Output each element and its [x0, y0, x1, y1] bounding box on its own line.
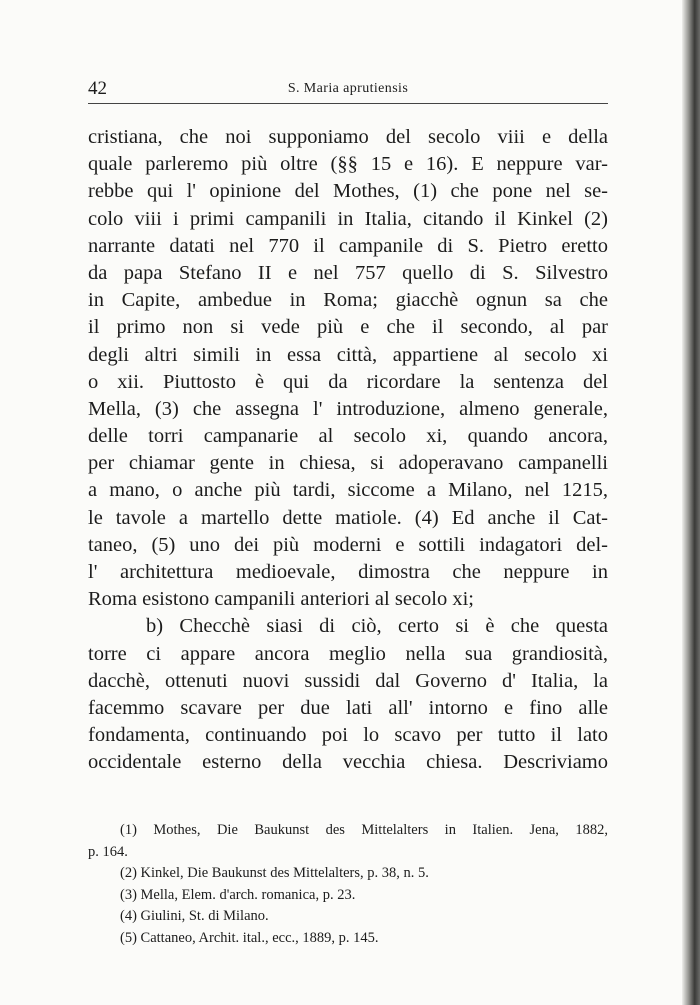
- text-line: le tavole a martello dette matiole. (4) Ed anche il Cat-: [88, 506, 608, 529]
- header-rule: [88, 103, 608, 104]
- page-number: 42: [88, 78, 107, 99]
- text-line: per chiamar gente in chiesa, si adoperavano campanelli: [88, 452, 608, 475]
- book-binding-edge: [682, 0, 700, 1005]
- page-header: [88, 78, 608, 100]
- footnotes: [88, 820, 608, 949]
- footnote-3: (3) Mella, Elem. d'arch. romanica, p. 23.: [120, 886, 356, 903]
- text-line: l' architettura medioevale, dimostra che neppure in: [88, 561, 608, 583]
- footnote-1: (1) Mothes, Die Baukunst des Mittelalters in Italien. Jena, 1882,: [120, 822, 608, 838]
- running-title: S. Maria aprutiensis: [287, 81, 409, 96]
- footnote-5: (5) Cattaneo, Archit. ital., ecc., 1889, p. 145.: [120, 929, 379, 946]
- footnote-4: (4) Giulini, St. di Milano.: [120, 908, 269, 924]
- text-line: Mella, (3) che assegna l' introduzione, almeno generale,: [88, 397, 608, 420]
- text-line: fondamenta, continuando poi lo scavo per tutto il lato: [88, 724, 608, 747]
- body-text: [88, 124, 608, 777]
- text-line: Roma esistono campanili anteriori al secolo xi;: [88, 588, 474, 611]
- text-line: colo viii i primi campanili in Italia, citando il Kinkel (2): [88, 207, 608, 230]
- text-line: a mano, o anche più tardi, siccome a Milano, nel 1215,: [88, 479, 608, 502]
- text-line: da papa Stefano II e nel 757 quello di S. Silvestro: [88, 261, 608, 284]
- text-line: in Capite, ambedue in Roma; giacchè ognun sa che: [88, 289, 608, 312]
- text-line: occidentale esterno della vecchia chiesa. Descriviamo: [88, 751, 608, 774]
- text-line: degli altri simili in essa città, appartiene al secolo xi: [88, 343, 608, 366]
- text-line: il primo non si vede più e che il secondo, al par: [88, 316, 608, 339]
- text-line: dacchè, ottenuti nuovi sussidi dal Governo d' Italia, la: [88, 669, 608, 692]
- text-line: o xii. Piuttosto è qui da ricordare la sentenza del: [88, 370, 608, 393]
- footnote-2: (2) Kinkel, Die Baukunst des Mittelalters, p. 38, n. 5.: [120, 865, 429, 881]
- text-line: narrante datati nel 770 il campanile di S. Pietro eretto: [88, 234, 608, 257]
- text-line: rebbe qui l' opinione del Mothes, (1) che pone nel se-: [88, 180, 608, 203]
- text-line: delle torri campanarie al secolo xi, quando ancora,: [88, 425, 608, 448]
- text-line: torre ci appare ancora meglio nella sua grandiosità,: [88, 642, 608, 665]
- text-line: taneo, (5) uno dei più moderni e sottili indagatori del-: [88, 533, 608, 556]
- text-line: cristiana, che noi supponiamo del secolo viii e della: [88, 126, 608, 148]
- paragraph-start-line: b) Checchè siasi di ciò, certo si è che questa: [146, 615, 608, 638]
- text-line: facemmo scavare per due lati all' intorno e fino alle: [88, 696, 608, 719]
- footnote-1-continuation: p. 164.: [88, 843, 128, 860]
- text-line: quale parleremo più oltre (§§ 15 e 16). E neppure var-: [88, 153, 608, 176]
